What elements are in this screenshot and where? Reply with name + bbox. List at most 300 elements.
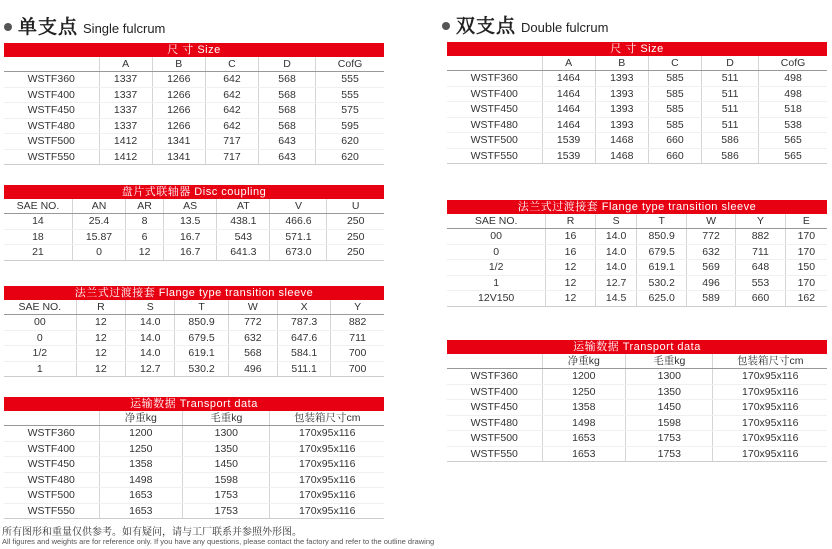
table-row xyxy=(4,361,384,377)
row-label: WSTF450 xyxy=(447,400,542,416)
row-label: WSTF400 xyxy=(4,87,99,103)
table-header-row xyxy=(4,199,384,214)
table-cell: 14.0 xyxy=(595,244,637,260)
table-cell: 571.1 xyxy=(270,229,327,245)
table-cell: 1266 xyxy=(152,87,205,103)
table-row xyxy=(4,245,384,261)
table-cell: 170 xyxy=(785,244,827,260)
table-cell: 568 xyxy=(259,103,316,119)
table-cell: 12 xyxy=(76,315,125,331)
table-title-bar xyxy=(447,200,827,214)
table-cell: 1337 xyxy=(99,103,152,119)
table-cell: 1450 xyxy=(626,400,713,416)
table-cell: 16 xyxy=(546,229,595,245)
table-cell: 6 xyxy=(126,229,164,245)
row-label: 1/2 xyxy=(4,346,76,362)
table-cell: 498 xyxy=(759,71,827,87)
column-header xyxy=(4,411,99,426)
table-cell: 584.1 xyxy=(278,346,331,362)
table-row xyxy=(447,275,827,291)
table-cell: 1393 xyxy=(595,102,648,118)
column-header xyxy=(447,354,542,369)
table-cell: 647.6 xyxy=(278,330,331,346)
table-cell: 1464 xyxy=(542,71,595,87)
column-header: W xyxy=(228,300,277,315)
single-transport-table xyxy=(4,397,384,519)
table-cell: 1539 xyxy=(542,148,595,164)
table-cell: 787.3 xyxy=(278,315,331,331)
single-fulcrum-heading xyxy=(4,12,165,39)
table-row xyxy=(447,117,827,133)
table-cell: 511.1 xyxy=(278,361,331,377)
table-cell: 1653 xyxy=(542,431,626,447)
row-label: WSTF480 xyxy=(447,415,542,431)
table-cell: 1266 xyxy=(152,103,205,119)
table-cell: 14.0 xyxy=(126,330,175,346)
column-header: S xyxy=(126,300,175,315)
table-cell: 660 xyxy=(648,148,701,164)
column-header: T xyxy=(175,300,228,315)
column-header: 包装箱尺寸cm xyxy=(713,354,827,369)
column-header: A xyxy=(99,57,152,72)
row-label: WSTF550 xyxy=(447,446,542,462)
table-cell: 586 xyxy=(702,148,759,164)
table-cell: 1412 xyxy=(99,149,152,165)
table-cell: 585 xyxy=(648,86,701,102)
column-header xyxy=(4,57,99,72)
row-label: WSTF550 xyxy=(4,149,99,165)
table-cell: 1393 xyxy=(595,86,648,102)
table-cell: 170 xyxy=(785,275,827,291)
table-row xyxy=(4,229,384,245)
table-cell: 170x95x116 xyxy=(713,446,827,462)
table-cell: 1337 xyxy=(99,72,152,88)
column-header: W xyxy=(686,214,735,229)
row-label: WSTF360 xyxy=(4,426,99,442)
row-label: 12V150 xyxy=(447,291,546,307)
row-label: 00 xyxy=(4,315,76,331)
table-cell: 660 xyxy=(648,133,701,149)
table-cell: 772 xyxy=(228,315,277,331)
table-cell: 643 xyxy=(259,134,316,150)
column-header: S xyxy=(595,214,637,229)
table-row xyxy=(447,415,827,431)
table-cell: 711 xyxy=(736,244,785,260)
table-cell: 1653 xyxy=(542,446,626,462)
single-flange-sleeve-table xyxy=(4,286,384,377)
table-cell: 850.9 xyxy=(175,315,228,331)
table-title: 法兰式过渡接套 Flange type transition sleeve xyxy=(447,200,827,214)
row-label: WSTF450 xyxy=(4,457,99,473)
table-cell: 170x95x116 xyxy=(713,415,827,431)
table-cell: 1464 xyxy=(542,86,595,102)
table-cell: 511 xyxy=(702,102,759,118)
table-row xyxy=(447,369,827,385)
table-cell: 585 xyxy=(648,102,701,118)
table-row xyxy=(447,71,827,87)
table-cell: 568 xyxy=(259,87,316,103)
table-title-bar xyxy=(447,42,827,56)
table-header-row xyxy=(447,354,827,369)
double-flange-sleeve-table xyxy=(447,200,827,307)
table-cell: 1653 xyxy=(99,488,183,504)
table-cell: 882 xyxy=(331,315,384,331)
table-cell: 12 xyxy=(76,361,125,377)
column-header: E xyxy=(785,214,827,229)
table-cell: 1341 xyxy=(152,149,205,165)
row-label: 18 xyxy=(4,229,72,245)
table-header-row xyxy=(4,300,384,315)
row-label: WSTF450 xyxy=(447,102,542,118)
table-cell: 170x95x116 xyxy=(270,503,384,519)
table-row xyxy=(4,315,384,331)
table-cell: 1200 xyxy=(99,426,183,442)
table-cell: 1300 xyxy=(626,369,713,385)
table-cell: 0 xyxy=(72,245,125,261)
table-cell: 641.3 xyxy=(217,245,270,261)
column-header: AR xyxy=(126,199,164,214)
table-cell: 162 xyxy=(785,291,827,307)
table-cell: 850.9 xyxy=(637,229,686,245)
column-header: CofG xyxy=(759,56,827,71)
table-title: 尺 寸 Size xyxy=(4,43,384,57)
table-cell: 14.0 xyxy=(126,315,175,331)
table-cell: 619.1 xyxy=(637,260,686,276)
table-cell: 565 xyxy=(759,148,827,164)
table-cell: 170x95x116 xyxy=(713,431,827,447)
table-row xyxy=(447,244,827,260)
table-cell: 1200 xyxy=(542,369,626,385)
column-header: D xyxy=(259,57,316,72)
table-cell: 170x95x116 xyxy=(270,488,384,504)
column-header: T xyxy=(637,214,686,229)
table-cell: 12 xyxy=(76,330,125,346)
table-cell: 1753 xyxy=(626,431,713,447)
table-cell: 1753 xyxy=(626,446,713,462)
footnote-en: All figures and weights are for reference only. If you have any questions, please contact the factory and refer to the outline drawing xyxy=(2,537,435,546)
table-cell: 1393 xyxy=(595,117,648,133)
table-cell: 13.5 xyxy=(164,214,217,230)
table-cell: 555 xyxy=(316,72,384,88)
double-fulcrum-heading xyxy=(442,11,608,38)
table-cell: 1539 xyxy=(542,133,595,149)
row-label: 1/2 xyxy=(447,260,546,276)
column-header: R xyxy=(546,214,595,229)
table-cell: 679.5 xyxy=(175,330,228,346)
table-header-row xyxy=(447,214,827,229)
table-cell: 15.87 xyxy=(72,229,125,245)
table-row xyxy=(4,214,384,230)
table-cell: 632 xyxy=(686,244,735,260)
spec-table xyxy=(4,397,384,519)
column-header: SAE NO. xyxy=(4,300,76,315)
table-header-row xyxy=(4,57,384,72)
row-label: 1 xyxy=(447,275,546,291)
column-header: D xyxy=(702,56,759,71)
table-cell: 25.4 xyxy=(72,214,125,230)
table-cell: 700 xyxy=(331,346,384,362)
column-header: 包装箱尺寸cm xyxy=(270,411,384,426)
table-row xyxy=(447,291,827,307)
table-row xyxy=(4,149,384,165)
double-fulcrum-title-en: Double fulcrum xyxy=(521,20,609,35)
row-label: 0 xyxy=(447,244,546,260)
table-header-row xyxy=(4,411,384,426)
table-cell: 12.7 xyxy=(126,361,175,377)
table-cell: 1464 xyxy=(542,102,595,118)
table-cell: 1350 xyxy=(626,384,713,400)
table-cell: 589 xyxy=(686,291,735,307)
column-header: Y xyxy=(736,214,785,229)
table-cell: 568 xyxy=(228,346,277,362)
table-cell: 711 xyxy=(331,330,384,346)
double-fulcrum-title-cn: 双支点 xyxy=(456,16,517,37)
table-title-bar xyxy=(447,340,827,354)
table-cell: 14.0 xyxy=(126,346,175,362)
table-row xyxy=(447,86,827,102)
table-cell: 586 xyxy=(702,133,759,149)
table-cell: 632 xyxy=(228,330,277,346)
table-cell: 620 xyxy=(316,134,384,150)
table-row xyxy=(4,103,384,119)
table-title: 法兰式过渡接套 Flange type transition sleeve xyxy=(4,286,384,300)
table-cell: 14.0 xyxy=(595,229,637,245)
table-cell: 8 xyxy=(126,214,164,230)
row-label: 1 xyxy=(4,361,76,377)
table-cell: 1358 xyxy=(99,457,183,473)
table-cell: 585 xyxy=(648,117,701,133)
table-cell: 496 xyxy=(686,275,735,291)
column-header: Y xyxy=(331,300,384,315)
column-header: AS xyxy=(164,199,217,214)
table-cell: 250 xyxy=(327,229,384,245)
table-row xyxy=(447,384,827,400)
table-cell: 170x95x116 xyxy=(270,472,384,488)
table-row xyxy=(4,503,384,519)
table-cell: 660 xyxy=(736,291,785,307)
table-cell: 14.0 xyxy=(595,260,637,276)
table-header-row xyxy=(447,56,827,71)
table-cell: 1468 xyxy=(595,148,648,164)
table-cell: 12 xyxy=(546,291,595,307)
table-cell: 1450 xyxy=(183,457,270,473)
table-row xyxy=(4,472,384,488)
bullet-icon xyxy=(442,22,450,30)
table-cell: 438.1 xyxy=(217,214,270,230)
table-cell: 498 xyxy=(759,86,827,102)
table-cell: 466.6 xyxy=(270,214,327,230)
table-row xyxy=(447,260,827,276)
row-label: WSTF500 xyxy=(447,431,542,447)
column-header xyxy=(447,56,542,71)
table-row xyxy=(447,446,827,462)
column-header: C xyxy=(205,57,258,72)
table-row xyxy=(447,229,827,245)
column-header: AT xyxy=(217,199,270,214)
row-label: WSTF480 xyxy=(4,118,99,134)
table-cell: 673.0 xyxy=(270,245,327,261)
table-cell: 12.7 xyxy=(595,275,637,291)
table-title: 运输数据 Transport data xyxy=(447,340,827,354)
table-cell: 575 xyxy=(316,103,384,119)
table-cell: 511 xyxy=(702,71,759,87)
table-cell: 568 xyxy=(259,118,316,134)
table-cell: 1468 xyxy=(595,133,648,149)
table-cell: 250 xyxy=(327,214,384,230)
row-label: WSTF500 xyxy=(447,133,542,149)
table-cell: 1753 xyxy=(183,503,270,519)
table-title-bar xyxy=(4,43,384,57)
column-header: U xyxy=(327,199,384,214)
table-cell: 569 xyxy=(686,260,735,276)
table-cell: 642 xyxy=(205,87,258,103)
table-cell: 568 xyxy=(259,72,316,88)
table-cell: 150 xyxy=(785,260,827,276)
single-disc-coupling-table xyxy=(4,185,384,261)
table-cell: 555 xyxy=(316,87,384,103)
table-title-bar xyxy=(4,185,384,199)
column-header: R xyxy=(76,300,125,315)
table-cell: 1350 xyxy=(183,441,270,457)
table-cell: 530.2 xyxy=(637,275,686,291)
row-label: WSTF480 xyxy=(447,117,542,133)
table-cell: 496 xyxy=(228,361,277,377)
spec-table xyxy=(447,200,827,307)
table-cell: 170x95x116 xyxy=(270,426,384,442)
column-header: X xyxy=(278,300,331,315)
column-header: V xyxy=(270,199,327,214)
table-cell: 518 xyxy=(759,102,827,118)
table-cell: 1753 xyxy=(183,488,270,504)
table-row xyxy=(4,118,384,134)
column-header: C xyxy=(648,56,701,71)
table-row xyxy=(4,330,384,346)
table-cell: 772 xyxy=(686,229,735,245)
table-cell: 1498 xyxy=(99,472,183,488)
table-cell: 585 xyxy=(648,71,701,87)
table-cell: 12 xyxy=(76,346,125,362)
table-cell: 1412 xyxy=(99,134,152,150)
spec-table xyxy=(4,43,384,165)
double-size-table xyxy=(447,42,827,164)
table-cell: 1358 xyxy=(542,400,626,416)
single-fulcrum-title-en: Single fulcrum xyxy=(83,21,166,36)
row-label: WSTF360 xyxy=(447,71,542,87)
table-row xyxy=(4,426,384,442)
table-cell: 16.7 xyxy=(164,229,217,245)
table-cell: 170x95x116 xyxy=(713,369,827,385)
table-cell: 1337 xyxy=(99,87,152,103)
row-label: WSTF400 xyxy=(447,384,542,400)
table-cell: 1653 xyxy=(99,503,183,519)
table-cell: 250 xyxy=(327,245,384,261)
bullet-icon xyxy=(4,23,12,31)
table-cell: 595 xyxy=(316,118,384,134)
table-cell: 1266 xyxy=(152,72,205,88)
table-cell: 642 xyxy=(205,118,258,134)
table-cell: 170x95x116 xyxy=(270,441,384,457)
column-header: 毛重kg xyxy=(183,411,270,426)
table-cell: 565 xyxy=(759,133,827,149)
table-title: 盘片式联轴器 Disc coupling xyxy=(4,185,384,199)
table-cell: 170x95x116 xyxy=(713,384,827,400)
single-size-table xyxy=(4,43,384,165)
table-cell: 620 xyxy=(316,149,384,165)
spec-table xyxy=(4,185,384,261)
table-title: 尺 寸 Size xyxy=(447,42,827,56)
table-title-bar xyxy=(4,397,384,411)
row-label: 0 xyxy=(4,330,76,346)
table-row xyxy=(4,87,384,103)
table-cell: 1598 xyxy=(183,472,270,488)
table-row xyxy=(4,134,384,150)
table-cell: 642 xyxy=(205,72,258,88)
table-cell: 170x95x116 xyxy=(713,400,827,416)
table-cell: 538 xyxy=(759,117,827,133)
row-label: WSTF360 xyxy=(4,72,99,88)
table-row xyxy=(4,346,384,362)
table-cell: 679.5 xyxy=(637,244,686,260)
footnote-cn: 所有图形和重量仅供参考。如有疑问，请与工厂联系并参照外形图。 xyxy=(2,527,302,538)
row-label: 00 xyxy=(447,229,546,245)
table-cell: 511 xyxy=(702,117,759,133)
table-cell: 1337 xyxy=(99,118,152,134)
table-cell: 543 xyxy=(217,229,270,245)
table-cell: 625.0 xyxy=(637,291,686,307)
table-cell: 1498 xyxy=(542,415,626,431)
table-cell: 170 xyxy=(785,229,827,245)
row-label: WSTF450 xyxy=(4,103,99,119)
row-label: WSTF400 xyxy=(4,441,99,457)
table-cell: 553 xyxy=(736,275,785,291)
table-title-bar xyxy=(4,286,384,300)
column-header: 净重kg xyxy=(542,354,626,369)
row-label: WSTF550 xyxy=(4,503,99,519)
table-cell: 1300 xyxy=(183,426,270,442)
table-cell: 700 xyxy=(331,361,384,377)
table-row xyxy=(4,457,384,473)
table-cell: 1250 xyxy=(99,441,183,457)
table-cell: 882 xyxy=(736,229,785,245)
column-header: B xyxy=(152,57,205,72)
table-title: 运输数据 Transport data xyxy=(4,397,384,411)
table-cell: 12 xyxy=(546,275,595,291)
table-cell: 530.2 xyxy=(175,361,228,377)
table-row xyxy=(4,441,384,457)
single-fulcrum-title-cn: 单支点 xyxy=(18,17,79,38)
column-header: 毛重kg xyxy=(626,354,713,369)
table-row xyxy=(447,133,827,149)
column-header: SAE NO. xyxy=(447,214,546,229)
table-cell: 1266 xyxy=(152,118,205,134)
table-cell: 642 xyxy=(205,103,258,119)
table-row xyxy=(447,102,827,118)
table-cell: 717 xyxy=(205,149,258,165)
row-label: WSTF500 xyxy=(4,134,99,150)
table-cell: 1598 xyxy=(626,415,713,431)
column-header: B xyxy=(595,56,648,71)
table-cell: 170x95x116 xyxy=(270,457,384,473)
row-label: 14 xyxy=(4,214,72,230)
row-label: WSTF500 xyxy=(4,488,99,504)
table-row xyxy=(447,431,827,447)
double-transport-table xyxy=(447,340,827,462)
row-label: WSTF480 xyxy=(4,472,99,488)
spec-table xyxy=(4,286,384,377)
spec-table xyxy=(447,42,827,164)
table-row xyxy=(4,488,384,504)
spec-table xyxy=(447,340,827,462)
